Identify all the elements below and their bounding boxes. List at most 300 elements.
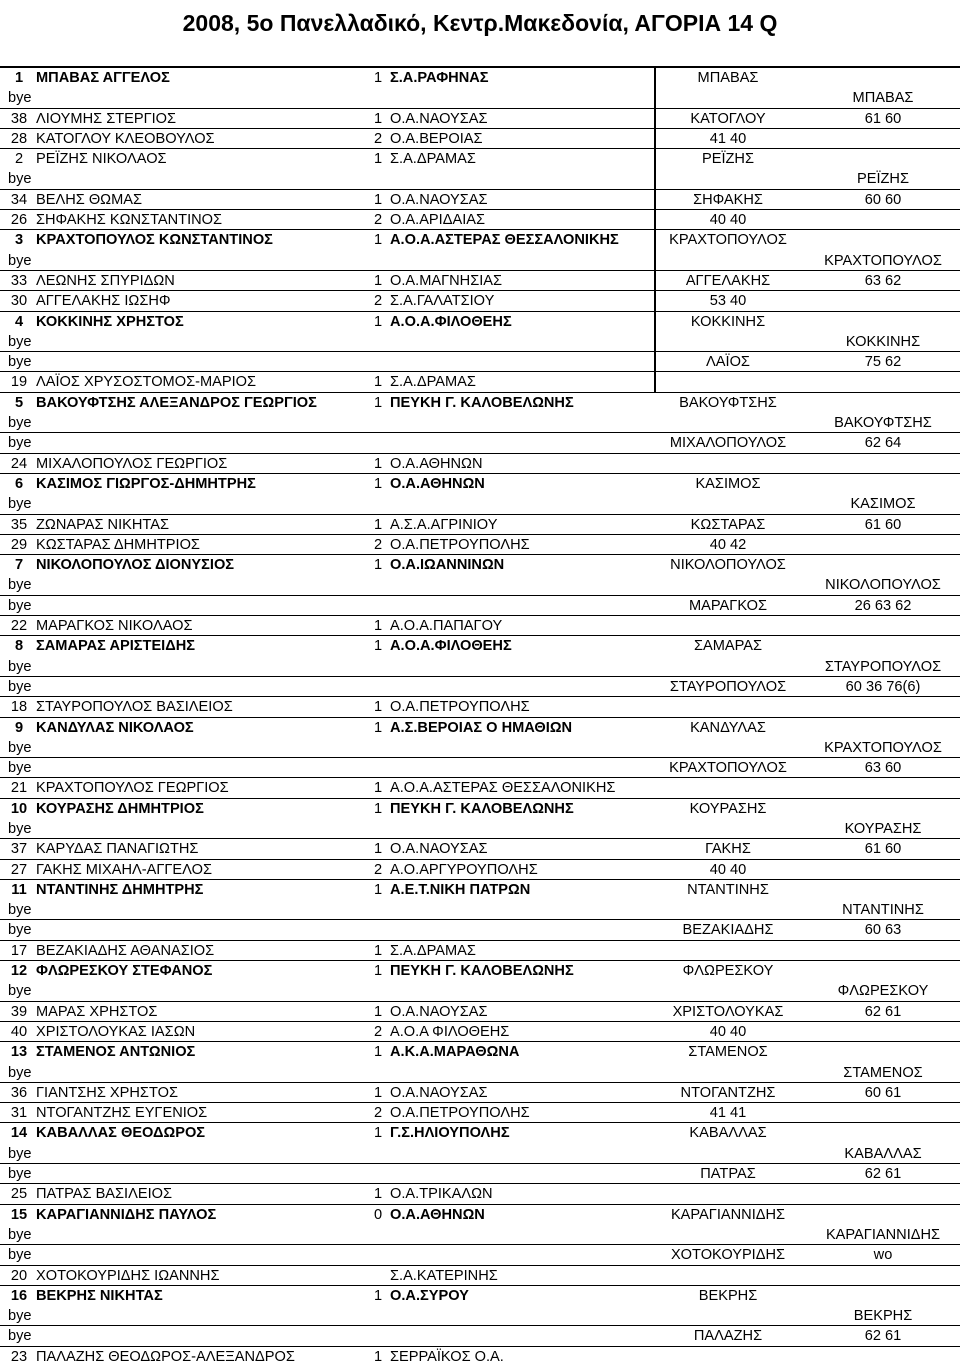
club-name: Ο.Α.ΣΥΡΟΥ <box>390 1287 469 1304</box>
round2-cell: ΜΑΡΑΓΚΟΣ <box>689 597 767 614</box>
entry-number: 1 <box>373 151 383 168</box>
draw-row <box>0 900 960 920</box>
seed-cell: 26 <box>10 212 28 229</box>
round2-cell <box>650 413 806 433</box>
draw-row <box>0 799 960 819</box>
round2-cell: ΝΤΑΝΤΙΝΗΣ <box>687 881 769 898</box>
seed-cell: 35 <box>10 516 28 533</box>
round3-cell: 26 63 62 <box>854 597 912 614</box>
page-title: 2008, 5ο Πανελλαδικό, Κεντρ.Μακεδονία, ΑΓΟΡΙΑ 14 Q <box>182 10 778 36</box>
round2-cell: ΜΠΑΒΑΣ <box>697 70 759 86</box>
seed-cell: 40 <box>10 1023 28 1040</box>
draw-row <box>0 190 960 210</box>
round2-cell <box>650 981 806 1001</box>
seed-cell: 12 <box>10 963 28 980</box>
club-name: Σ.Α.ΔΡΑΜΑΣ <box>390 374 476 391</box>
club-name: Α.Ε.Τ.ΝΙΚΗ ΠΑΤΡΩΝ <box>390 881 531 898</box>
seed-cell: bye <box>8 415 32 432</box>
draw-row <box>0 1225 960 1245</box>
club-name: ΠΕΥΚΗ Γ. ΚΑΛΟΒΕΛΩΝΗΣ <box>390 800 574 817</box>
draw-row <box>0 555 960 575</box>
draw-row <box>0 1184 960 1204</box>
draw-row <box>0 1347 960 1367</box>
draw-row <box>0 860 960 880</box>
player-name: ΣΗΦΑΚΗΣ ΚΩΝΣΤΑΝΤΙΝΟΣ <box>36 212 223 229</box>
round3-cell: ΝΤΑΝΤΙΝΗΣ <box>808 900 958 920</box>
entry-number: 1 <box>373 394 383 411</box>
entry-number: 1 <box>373 719 383 736</box>
player-name: ΚΩΣΤΑΡΑΣ ΔΗΜΗΤΡΙΟΣ <box>36 536 200 553</box>
entry-number: 1 <box>373 557 383 574</box>
draw-row <box>0 535 960 555</box>
round3-cell: ΚΑΒΑΛΛΑΣ <box>808 1144 958 1164</box>
entry-number: 1 <box>373 942 383 959</box>
entry-number: 1 <box>373 475 383 492</box>
club-name: Ο.Α.ΝΑΟΥΣΑΣ <box>390 191 488 208</box>
round2-cell: ΝΙΚΟΛΟΠΟΥΛΟΣ <box>670 557 786 574</box>
seed-cell: bye <box>8 902 32 919</box>
seed-cell: bye <box>8 1064 32 1081</box>
round2-cell <box>650 494 806 514</box>
round3-cell: 62 64 <box>864 435 902 452</box>
seed-cell: 5 <box>14 394 24 411</box>
round2-cell: 40 42 <box>709 536 747 553</box>
draw-row <box>0 210 960 230</box>
draw-row <box>0 1306 960 1326</box>
club-name: Ο.Α.ΑΡΙΔΑΙΑΣ <box>390 212 486 229</box>
player-name: ΣΤΑΜΕΝΟΣ ΑΝΤΩΝΙΟΣ <box>36 1044 196 1061</box>
club-name: Σ.Α.ΓΑΛΑΤΣΙΟΥ <box>390 293 495 310</box>
draw-row <box>0 1266 960 1286</box>
round2-cell: 40 40 <box>709 861 747 878</box>
seed-cell: bye <box>8 354 32 371</box>
player-name: ΧΟΤΟΚΟΥΡΙΔΗΣ ΙΩΑΝΝΗΣ <box>36 1267 220 1284</box>
round3-cell: 60 36 76(6) <box>845 678 921 695</box>
player-name: ΜΙΧΑΛΟΠΟΥΛΟΣ ΓΕΩΡΓΙΟΣ <box>36 455 228 472</box>
seed-cell: 24 <box>10 455 28 472</box>
draw-row <box>0 433 960 453</box>
draw-row <box>0 1022 960 1042</box>
seed-cell: bye <box>8 1226 32 1243</box>
player-name: ΜΑΡΑΣ ΧΡΗΣΤΟΣ <box>36 1003 158 1020</box>
player-name: ΧΡΙΣΤΟΛΟΥΚΑΣ ΙΑΣΩΝ <box>36 1023 196 1040</box>
player-name: ΒΕΚΡΗΣ ΝΙΚΗΤΑΣ <box>36 1287 163 1304</box>
round2-cell: ΒΕΚΡΗΣ <box>698 1287 758 1304</box>
club-name: Ο.Α.ΠΕΤΡΟΥΠΟΛΗΣ <box>390 1105 530 1122</box>
entry-number: 1 <box>373 1003 383 1020</box>
seed-cell: 27 <box>10 861 28 878</box>
entry-number: 2 <box>373 212 383 229</box>
round2-cell: ΓΑΚΗΣ <box>705 841 751 858</box>
entry-number: 1 <box>373 1348 383 1365</box>
club-name: Α.Κ.Α.ΜΑΡΑΘΩΝΑ <box>390 1044 520 1061</box>
seed-cell: bye <box>8 922 32 939</box>
draw-row <box>0 109 960 129</box>
round2-cell: ΚΡΑΧΤΟΠΟΥΛΟΣ <box>669 760 787 777</box>
round3-cell: 62 61 <box>864 1328 902 1345</box>
round2-cell: ΑΓΓΕΛΑΚΗΣ <box>685 272 771 289</box>
round2-cell <box>650 251 806 271</box>
seed-cell: 18 <box>10 699 28 716</box>
seed-cell: 9 <box>14 719 24 736</box>
seed-cell: 28 <box>10 130 28 147</box>
seed-cell: bye <box>8 252 32 269</box>
draw-row <box>0 778 960 798</box>
entry-number: 2 <box>373 130 383 147</box>
round2-cell: ΣΗΦΑΚΗΣ <box>693 191 763 208</box>
player-name: ΚΡΑΧΤΟΠΟΥΛΟΣ ΓΕΩΡΓΙΟΣ <box>36 780 229 797</box>
draw-row <box>0 920 960 940</box>
seed-cell: bye <box>8 1308 32 1325</box>
entry-number: 1 <box>373 780 383 797</box>
draw-row <box>0 251 960 271</box>
club-name: Ο.Α.ΑΘΗΝΩΝ <box>390 1206 485 1223</box>
seed-cell: bye <box>8 171 32 188</box>
round2-cell <box>650 1144 806 1164</box>
seed-cell: 30 <box>10 293 28 310</box>
round2-cell: ΚΟΚΚΙΝΗΣ <box>690 313 766 330</box>
seed-cell: 3 <box>14 232 24 249</box>
round2-cell <box>650 657 806 677</box>
round3-cell: ΦΛΩΡΕΣΚΟΥ <box>808 981 958 1001</box>
seed-cell: 13 <box>10 1044 28 1061</box>
seed-cell: 1 <box>14 70 24 86</box>
round2-cell <box>650 900 806 920</box>
draw-row <box>0 312 960 332</box>
seed-cell: 33 <box>10 272 28 289</box>
club-name: Ο.Α.ΝΑΟΥΣΑΣ <box>390 1084 488 1101</box>
round2-cell: 40 40 <box>709 1023 747 1040</box>
club-name: Σ.Α.ΔΡΑΜΑΣ <box>390 942 476 959</box>
round3-cell: ΝΙΚΟΛΟΠΟΥΛΟΣ <box>808 575 958 595</box>
draw-row <box>0 718 960 738</box>
round3-cell: 75 62 <box>864 354 902 371</box>
seed-cell: bye <box>8 597 32 614</box>
player-name: ΜΠΑΒΑΣ ΑΓΓΕΛΟΣ <box>36 70 170 86</box>
round2-cell <box>650 88 806 108</box>
draw-row <box>0 515 960 535</box>
club-name: Α.Ο.Α.ΦΙΛΟΘΕΗΣ <box>390 313 512 330</box>
round3-cell: ΚΡΑΧΤΟΠΟΥΛΟΣ <box>808 738 958 758</box>
player-name: ΖΩΝΑΡΑΣ ΝΙΚΗΤΑΣ <box>36 516 170 533</box>
seed-cell: bye <box>8 333 32 350</box>
club-name: Ο.Α.ΑΘΗΝΩΝ <box>390 475 485 492</box>
draw-row <box>0 575 960 595</box>
draw-row <box>0 352 960 372</box>
draw-row <box>0 332 960 352</box>
draw-row <box>0 596 960 616</box>
entry-number: 1 <box>373 1084 383 1101</box>
player-name: ΠΑΛΑΖΗΣ ΘΕΟΔΩΡΟΣ-ΑΛΕΞΑΝΔΡΟΣ <box>36 1348 295 1365</box>
entry-number: 1 <box>373 374 383 391</box>
player-name: ΚΟΥΡΑΣΗΣ ΔΗΜΗΤΡΙΟΣ <box>36 800 204 817</box>
round2-cell: ΝΤΟΓΑΝΤΖΗΣ <box>680 1084 776 1101</box>
round3-cell: ΒΕΚΡΗΣ <box>808 1306 958 1326</box>
seed-cell: 37 <box>10 841 28 858</box>
entry-number: 1 <box>373 516 383 533</box>
player-name: ΚΑΣΙΜΟΣ ΓΙΩΡΓΟΣ-ΔΗΜΗΤΡΗΣ <box>36 475 256 492</box>
round3-cell: ΣΤΑΜΕΝΟΣ <box>808 1063 958 1083</box>
player-name: ΒΕΖΑΚΙΑΔΗΣ ΑΘΑΝΑΣΙΟΣ <box>36 942 215 959</box>
round2-cell: ΚΑΣΙΜΟΣ <box>695 475 761 492</box>
draw-row <box>0 454 960 474</box>
round3-cell: 60 63 <box>864 922 902 939</box>
round2-cell: ΜΙΧΑΛΟΠΟΥΛΟΣ <box>669 435 787 452</box>
draw-row <box>0 372 960 392</box>
club-name: Ο.Α.ΙΩΑΝΝΙΝΩΝ <box>390 557 505 574</box>
draw-row <box>0 1063 960 1083</box>
player-name: ΒΑΚΟΥΦΤΣΗΣ ΑΛΕΞΑΝΔΡΟΣ ΓΕΩΡΓΙΟΣ <box>36 394 317 411</box>
draw-row <box>0 230 960 250</box>
entry-number: 1 <box>373 1287 383 1304</box>
entry-number: 2 <box>373 293 383 310</box>
draw-row <box>0 677 960 697</box>
round3-cell: ΒΑΚΟΥΦΤΣΗΣ <box>808 413 958 433</box>
round2-cell: ΚΑΝΔΥΛΑΣ <box>690 719 766 736</box>
draw-row <box>0 68 960 88</box>
draw-row <box>0 474 960 494</box>
draw-row <box>0 149 960 169</box>
round3-cell: 61 60 <box>864 110 902 127</box>
player-name: ΣΑΜΑΡΑΣ ΑΡΙΣΤΕΙΔΗΣ <box>36 638 196 655</box>
round2-cell: ΒΕΖΑΚΙΑΔΗΣ <box>682 922 774 939</box>
seed-cell: 2 <box>14 151 24 168</box>
draw-row <box>0 1144 960 1164</box>
draw-row <box>0 169 960 189</box>
club-name: Ο.Α.ΝΑΟΥΣΑΣ <box>390 1003 488 1020</box>
round2-cell: 41 40 <box>709 130 747 147</box>
draw-row <box>0 657 960 677</box>
column-divider <box>654 68 656 392</box>
club-name: Ο.Α.ΠΕΤΡΟΥΠΟΛΗΣ <box>390 536 530 553</box>
seed-cell: 17 <box>10 942 28 959</box>
round2-cell <box>650 1225 806 1245</box>
entry-number: 1 <box>373 841 383 858</box>
player-name: ΚΡΑΧΤΟΠΟΥΛΟΣ ΚΩΝΣΤΑΝΤΙΝΟΣ <box>36 232 273 249</box>
draw-row <box>0 88 960 108</box>
player-name: ΛΑΪΟΣ ΧΡΥΣΟΣΤΟΜΟΣ-ΜΑΡΙΟΣ <box>36 374 257 391</box>
draw-row <box>0 697 960 717</box>
draw-row <box>0 1083 960 1103</box>
entry-number: 1 <box>373 313 383 330</box>
seed-cell: bye <box>8 577 32 594</box>
round3-cell: 62 61 <box>864 1166 902 1183</box>
draw-row <box>0 839 960 859</box>
round2-cell: 53 40 <box>709 293 747 310</box>
club-name: Α.Ο.Α ΦΙΛΟΘΕΗΣ <box>390 1023 510 1040</box>
seed-cell: 4 <box>14 313 24 330</box>
entry-number: 1 <box>373 110 383 127</box>
entry-number: 1 <box>373 70 383 86</box>
seed-cell: bye <box>8 1328 32 1345</box>
seed-cell: bye <box>8 1145 32 1162</box>
round3-cell: ΚΑΡΑΓΙΑΝΝΙΔΗΣ <box>808 1225 958 1245</box>
seed-cell: bye <box>8 739 32 756</box>
seed-cell: 6 <box>14 475 24 492</box>
entry-number: 2 <box>373 861 383 878</box>
round3-cell: ΣΤΑΥΡΟΠΟΥΛΟΣ <box>808 657 958 677</box>
seed-cell: 38 <box>10 110 28 127</box>
club-name: Α.Ο.Α.ΠΑΠΑΓΟΥ <box>390 618 503 635</box>
round3-cell: 63 62 <box>864 272 902 289</box>
entry-number: 2 <box>373 1023 383 1040</box>
club-name: Ο.Α.ΒΕΡΟΙΑΣ <box>390 130 483 147</box>
entry-number: 0 <box>373 1206 383 1223</box>
seed-cell: 16 <box>10 1287 28 1304</box>
round2-cell <box>650 575 806 595</box>
club-name: Α.Σ.Α.ΑΓΡΙΝΙΟΥ <box>390 516 498 533</box>
seed-cell: bye <box>8 678 32 695</box>
seed-cell: bye <box>8 90 32 107</box>
club-name: Ο.Α.ΠΕΤΡΟΥΠΟΛΗΣ <box>390 699 530 716</box>
club-name: Σ.Α.ΚΑΤΕΡΙΝΗΣ <box>390 1267 498 1284</box>
entry-number: 1 <box>373 881 383 898</box>
draw-row <box>0 291 960 311</box>
entry-number: 1 <box>373 272 383 289</box>
round2-cell: ΦΛΩΡΕΣΚΟΥ <box>682 963 774 980</box>
draw-row <box>0 271 960 291</box>
club-name: ΠΕΥΚΗ Γ. ΚΑΛΟΒΕΛΩΝΗΣ <box>390 963 574 980</box>
player-name: ΝΙΚΟΛΟΠΟΥΛΟΣ ΔΙΟΝΥΣΙΟΣ <box>36 557 235 574</box>
player-name: ΝΤΑΝΤΙΝΗΣ ΔΗΜΗΤΡΗΣ <box>36 881 204 898</box>
player-name: ΚΑΤΟΓΛΟΥ ΚΛΕΟΒΟΥΛΟΣ <box>36 130 215 147</box>
round2-cell: ΚΑΤΟΓΛΟΥ <box>690 110 766 127</box>
draw-row <box>0 393 960 413</box>
seed-cell: bye <box>8 983 32 1000</box>
draw-row <box>0 1103 960 1123</box>
draw-row <box>0 1042 960 1062</box>
seed-cell: bye <box>8 820 32 837</box>
seed-cell: 25 <box>10 1186 28 1203</box>
player-name: ΚΟΚΚΙΝΗΣ ΧΡΗΣΤΟΣ <box>36 313 184 330</box>
round3-cell: 61 60 <box>864 516 902 533</box>
round3-cell: ΡΕΪΖΗΣ <box>857 171 909 188</box>
draw-row <box>0 494 960 514</box>
club-name: Α.Ο.ΑΡΓΥΡΟΥΠΟΛΗΣ <box>390 861 538 878</box>
seed-cell: bye <box>8 760 32 777</box>
round3-cell: 60 60 <box>864 191 902 208</box>
seed-cell: 39 <box>10 1003 28 1020</box>
player-name: ΒΕΛΗΣ ΘΩΜΑΣ <box>36 191 143 208</box>
entry-number: 1 <box>373 191 383 208</box>
draw-row <box>0 758 960 778</box>
club-name: Ο.Α.ΝΑΟΥΣΑΣ <box>390 110 488 127</box>
seed-cell: 20 <box>10 1267 28 1284</box>
seed-cell: 31 <box>10 1105 28 1122</box>
entry-number: 1 <box>373 455 383 472</box>
round3-cell: ΚΟΥΡΑΣΗΣ <box>808 819 958 839</box>
round2-cell: ΣΤΑΜΕΝΟΣ <box>688 1044 768 1061</box>
club-name: Α.Ο.Α.ΑΣΤΕΡΑΣ ΘΕΣΣΑΛΟΝΙΚΗΣ <box>390 780 616 797</box>
player-name: ΛΕΩΝΗΣ ΣΠΥΡΙΔΩΝ <box>36 272 175 289</box>
entry-number: 1 <box>373 638 383 655</box>
draw-row <box>0 1164 960 1184</box>
draw-row <box>0 941 960 961</box>
club-name: Ο.Α.ΤΡΙΚΑΛΩΝ <box>390 1186 493 1203</box>
player-name: ΦΛΩΡΕΣΚΟΥ ΣΤΕΦΑΝΟΣ <box>36 963 213 980</box>
seed-cell: 36 <box>10 1084 28 1101</box>
round3-cell: 62 61 <box>864 1003 902 1020</box>
club-name: Γ.Σ.ΗΛΙΟΥΠΟΛΗΣ <box>390 1125 510 1142</box>
round2-cell: 40 40 <box>709 212 747 229</box>
player-name: ΚΑΡΑΓΙΑΝΝΙΔΗΣ ΠΑΥΛΟΣ <box>36 1206 217 1223</box>
seed-cell: 14 <box>10 1125 28 1142</box>
club-name: ΣΕΡΡΑΪΚΟΣ Ο.Α. <box>390 1348 504 1365</box>
round2-cell <box>650 738 806 758</box>
round3-cell: ΚΟΚΚΙΝΗΣ <box>808 332 958 352</box>
seed-cell: 23 <box>10 1348 28 1365</box>
club-name: Σ.Α.ΔΡΑΜΑΣ <box>390 151 476 168</box>
seed-cell: 15 <box>10 1206 28 1223</box>
player-name: ΓΙΑΝΤΣΗΣ ΧΡΗΣΤΟΣ <box>36 1084 178 1101</box>
entry-number: 1 <box>373 1125 383 1142</box>
seed-cell: bye <box>8 658 32 675</box>
round2-cell <box>650 169 806 189</box>
player-name: ΚΑΡΥΔΑΣ ΠΑΝΑΓΙΩΤΗΣ <box>36 841 199 858</box>
club-name: Ο.Α.ΝΑΟΥΣΑΣ <box>390 841 488 858</box>
draw-row <box>0 1002 960 1022</box>
entry-number: 1 <box>373 618 383 635</box>
round3-cell: wo <box>873 1247 893 1264</box>
round3-cell: 61 60 <box>864 841 902 858</box>
round2-cell: ΚΑΒΑΛΛΑΣ <box>689 1125 767 1142</box>
entry-number: 1 <box>373 232 383 249</box>
round2-cell <box>650 1063 806 1083</box>
player-name: ΚΑΒΑΛΛΑΣ ΘΕΟΔΩΡΟΣ <box>36 1125 206 1142</box>
seed-cell: 8 <box>14 638 24 655</box>
draw-row <box>0 981 960 1001</box>
entry-number: 1 <box>373 1186 383 1203</box>
seed-cell: 10 <box>10 800 28 817</box>
round2-cell: ΧΡΙΣΤΟΛΟΥΚΑΣ <box>672 1003 784 1020</box>
entry-number: 1 <box>373 699 383 716</box>
round2-cell: ΣΑΜΑΡΑΣ <box>693 638 763 655</box>
draw-table <box>0 68 960 1367</box>
club-name: Α.Ο.Α.ΑΣΤΕΡΑΣ ΘΕΣΣΑΛΟΝΙΚΗΣ <box>390 232 619 249</box>
entry-number: 1 <box>373 963 383 980</box>
entry-number: 2 <box>373 536 383 553</box>
round3-cell: ΚΑΣΙΜΟΣ <box>808 494 958 514</box>
draw-row <box>0 880 960 900</box>
round2-cell: ΚΡΑΧΤΟΠΟΥΛΟΣ <box>669 232 787 249</box>
player-name: ΡΕΪΖΗΣ ΝΙΚΟΛΑΟΣ <box>36 151 167 168</box>
round2-cell: ΠΑΛΑΖΗΣ <box>693 1328 763 1345</box>
club-name: Σ.Α.ΡΑΦΗΝΑΣ <box>390 70 489 86</box>
seed-cell: bye <box>8 1166 32 1183</box>
draw-row <box>0 413 960 433</box>
round2-cell <box>650 1306 806 1326</box>
draw-row <box>0 819 960 839</box>
round3-cell: ΜΠΑΒΑΣ <box>852 90 914 107</box>
player-name: ΚΑΝΔΥΛΑΣ ΝΙΚΟΛΑΟΣ <box>36 719 194 736</box>
player-name: ΝΤΟΓΑΝΤΖΗΣ ΕΥΓΕΝΙΟΣ <box>36 1105 208 1122</box>
draw-row <box>0 616 960 636</box>
entry-number: 2 <box>373 1105 383 1122</box>
seed-cell: 22 <box>10 618 28 635</box>
seed-cell: 21 <box>10 780 28 797</box>
club-name: ΠΕΥΚΗ Γ. ΚΑΛΟΒΕΛΩΝΗΣ <box>390 394 574 411</box>
draw-row <box>0 738 960 758</box>
draw-row <box>0 636 960 656</box>
round2-cell: ΧΟΤΟΚΟΥΡΙΔΗΣ <box>670 1247 786 1264</box>
seed-cell: bye <box>8 1247 32 1264</box>
round2-cell: ΡΕΪΖΗΣ <box>702 151 754 168</box>
player-name: ΑΓΓΕΛΑΚΗΣ ΙΩΣΗΦ <box>36 293 171 310</box>
entry-number: 1 <box>373 800 383 817</box>
seed-cell: 11 <box>11 881 27 898</box>
seed-cell: 19 <box>10 374 28 391</box>
seed-cell: 7 <box>14 557 24 574</box>
